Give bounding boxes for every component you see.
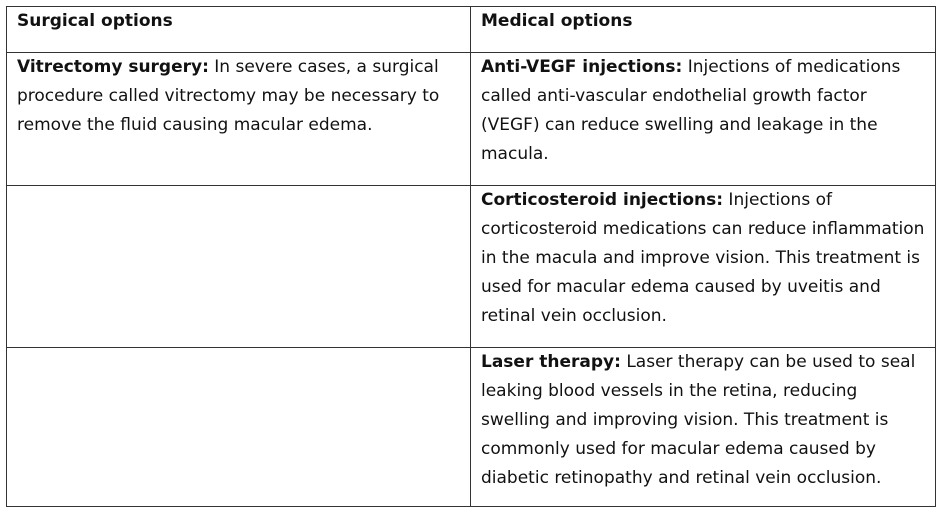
- surgical-cell: [7, 53, 471, 186]
- option-title: Corticosteroid injections:: [481, 190, 724, 210]
- table-header-row: [7, 7, 936, 53]
- surgical-options-header: Surgical options: [7, 7, 471, 53]
- option-title: Laser therapy:: [481, 352, 621, 372]
- option-description: Injections of corticosteroid medications can reduce inflammation in the macula and improve vision. This treatment is used for macular edema caused by uveitis and retinal vein occlusion.: [481, 190, 925, 326]
- table-row: [7, 348, 936, 507]
- option-description: Injections of medications called anti-vascular endothelial growth factor (VEGF) can reduce swelling and leakage in the macula.: [481, 57, 901, 164]
- surgical-cell-empty: [7, 186, 471, 348]
- option-title: Anti-VEGF injections:: [481, 57, 683, 77]
- surgical-cell-empty: [7, 348, 471, 507]
- medical-cell: [471, 53, 936, 186]
- medical-cell: [471, 186, 936, 348]
- option-title: Vitrectomy surgery:: [17, 57, 209, 77]
- medical-options-header: Medical options: [471, 7, 936, 53]
- table-row: [7, 53, 936, 186]
- treatment-options-table: [6, 6, 936, 507]
- option-description: In severe cases, a surgical procedure called vitrectomy may be necessary to remove the fluid causing macular edema.: [17, 57, 440, 135]
- option-description: Laser therapy can be used to seal leaking blood vessels in the retina, reducing swelling and improving vision. This treatment is commonly used for macular edema caused by diabetic retinopathy and retinal vein occlusion.: [481, 352, 916, 488]
- table-row: [7, 186, 936, 348]
- medical-cell: [471, 348, 936, 507]
